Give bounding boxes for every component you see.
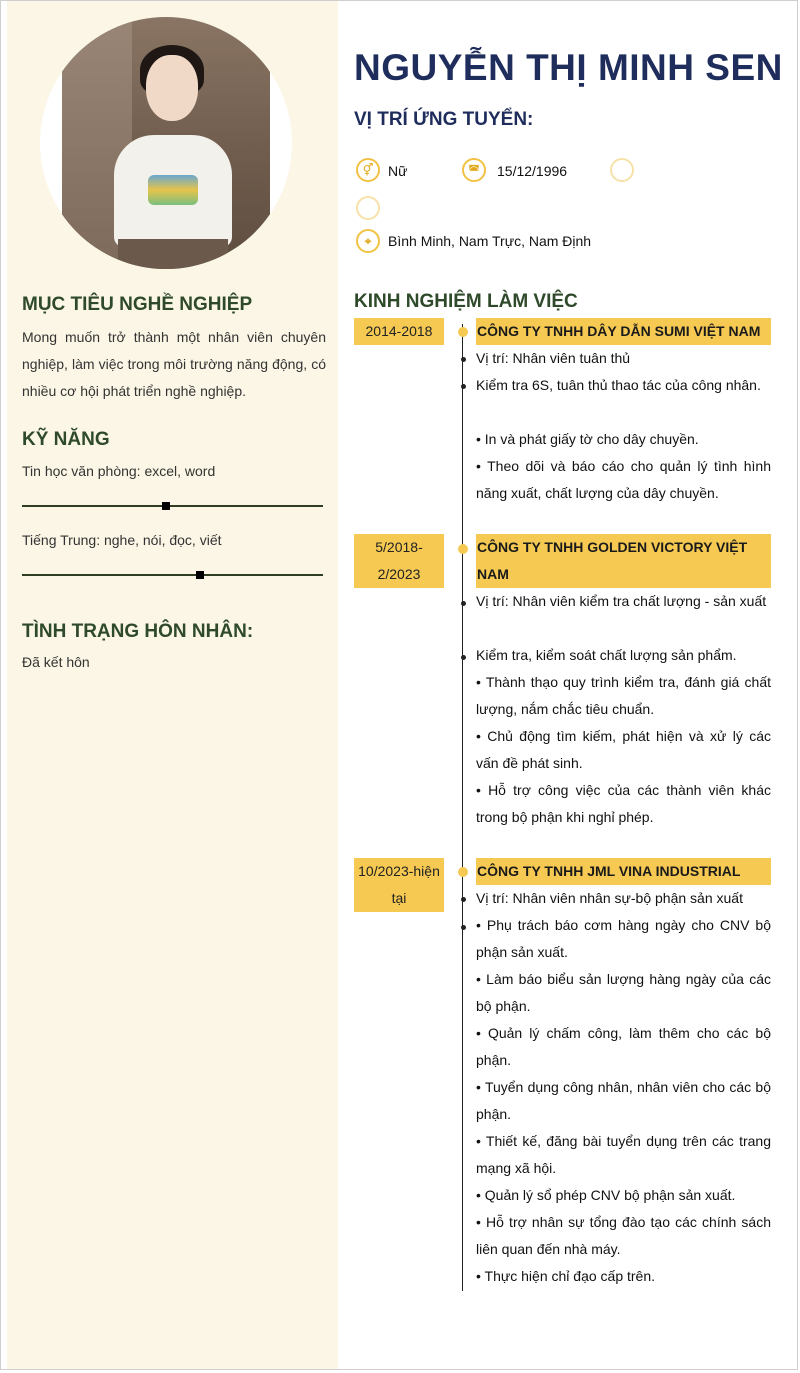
job-2-dot [458,544,468,554]
job-3-line-5: • Tuyển dụng công nhân, nhân viên cho các bộ phận. [476,1079,771,1122]
job-3-line-6: • Thiết kế, đăng bài tuyển dụng trên các trang mạng xã hội. [476,1133,771,1176]
email-icon [356,196,380,220]
job-3-bullet-1 [461,897,466,902]
job-1-bullet-2 [461,384,466,389]
job-3-date-line-1: 10/2023-hiện [358,863,440,879]
skill-bar-chinese [22,574,323,576]
job-3-dot [458,867,468,877]
experience-title: KINH NGHIỆM LÀM VIỆC [354,291,578,312]
objective-text: Mong muốn trở thành một nhân viên chuyên nghiệp, làm việc trong môi trường năng động, có nhiều cơ hội phát triển nghề nghiệp. [22,329,326,399]
job-2-bullet-1 [461,601,466,606]
photo-image [62,17,270,269]
job-3-date [354,858,444,912]
job-2-line-2: Kiểm tra, kiểm soát chất lượng sản phẩm. [476,647,737,663]
marital-text: Đã kết hôn [22,654,90,670]
job-1-line-3: • In và phát giấy tờ cho dây chuyền. [476,431,699,447]
job-1-date: 2014-2018 [354,318,444,345]
sidebar [7,1,338,1369]
job-3-line-8: • Hỗ trợ nhân sự tổng đào tạo các chính sách liên quan đến nhà máy. [476,1214,771,1257]
job-3-line-4: • Quản lý chấm công, làm thêm cho các bộ phận. [476,1025,771,1068]
address-text: Bình Minh, Nam Trực, Nam Định [388,233,592,249]
job-2-company: CÔNG TY TNHH GOLDEN VICTORY VIỆT NAM [476,534,771,588]
job-1-line-2: Kiểm tra 6S, tuân thủ thao tác của công nhân. [476,377,761,393]
phone-icon [610,158,634,182]
job-2-bullet-2 [461,655,466,660]
job-2-line-4: • Chủ động tìm kiếm, phát hiện và xử lý các vấn đề phát sinh. [476,728,771,771]
skill-knob-chinese [196,571,204,579]
skill-bar-office [22,505,323,507]
job-2-date-line-2: 2/2023 [377,566,421,582]
job-2-date [354,534,444,588]
job-1-company: CÔNG TY TNHH DÂY DẪN SUMI VIỆT NAM [476,318,771,345]
job-3-line-2: • Phụ trách báo cơm hàng ngày cho CNV bộ phận sản xuất. [476,917,771,960]
job-1-line-4: • Theo dõi và báo cáo cho quản lý tình hình năng xuất, chất lượng của dây chuyền. [476,458,771,501]
gender-text: Nữ [388,163,408,179]
objective-title: MỤC TIÊU NGHỀ NGHIỆP [22,294,253,315]
job-3-date-line-2: tại [391,890,407,906]
job-1-bullet-1 [461,357,466,362]
job-2-line-3: • Thành thạo quy trình kiểm tra, đánh giá chất lượng, nắm chắc tiêu chuẩn. [476,674,771,717]
job-3-line-3: • Làm báo biểu sản lượng hàng ngày của các bộ phận. [476,971,771,1014]
job-3-bullet-2 [461,925,466,930]
job-3-line-7: • Quản lý sổ phép CNV bộ phận sản xuất. [476,1187,736,1203]
birthday-cake-icon: ◚ [462,158,486,182]
job-2-date-line-1: 5/2018- [375,539,423,555]
job-3-company: CÔNG TY TNHH JML VINA INDUSTRIAL [476,858,771,885]
job-1-dot [458,327,468,337]
job-3-line-9: • Thực hiện chỉ đạo cấp trên. [476,1268,656,1284]
skill-knob-office [162,502,170,510]
job-2-line-1: Vị trí: Nhân viên kiểm tra chất lượng - sản xuất [476,593,767,609]
profile-photo [40,17,292,269]
timeline-line [462,324,463,1291]
job-3-line-1: Vị trí: Nhân viên nhân sự-bộ phận sản xuất [476,890,743,906]
skill-label-office: Tin học văn phòng: excel, word [22,463,216,479]
skills-title: KỸ NĂNG [22,429,110,450]
location-icon: ⌖ [356,229,380,253]
skill-label-chinese: Tiếng Trung: nghe, nói, đọc, viết [22,532,222,548]
candidate-name: NGUYỄN THỊ MINH SEN [354,47,783,88]
job-2-line-5: • Hỗ trợ công việc của các thành viên khác trong bộ phận khi nghỉ phép. [476,782,771,825]
job-1-line-1: Vị trí: Nhân viên tuân thủ [476,350,631,366]
gender-icon: ⚥ [356,158,380,182]
birthday-text: 15/12/1996 [497,163,568,179]
position-label: VỊ TRÍ ỨNG TUYỂN: [354,109,534,130]
marital-title: TÌNH TRẠNG HÔN NHÂN: [22,621,254,642]
